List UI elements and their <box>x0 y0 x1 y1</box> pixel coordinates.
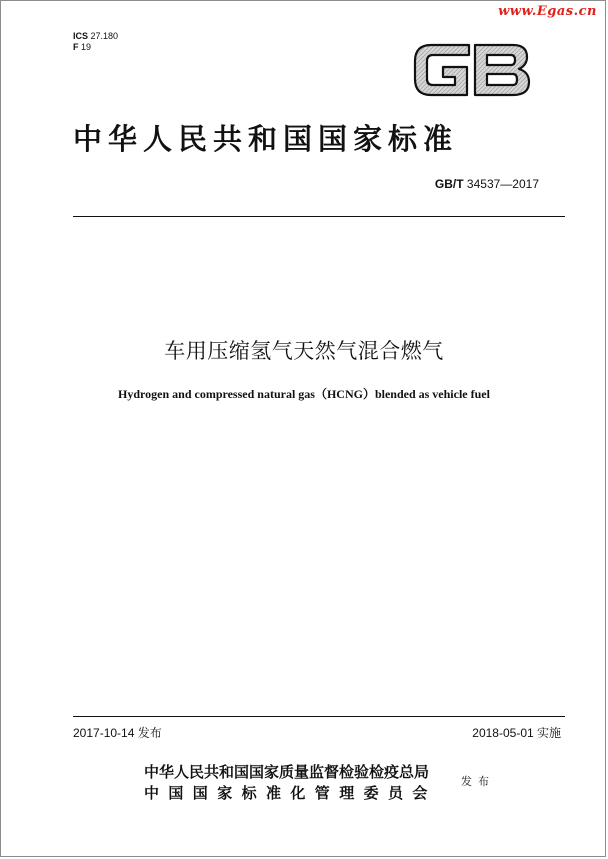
standard-code-prefix: GB/T <box>434 177 464 191</box>
document-title-chinese: 车用压缩氢气天然气混合燃气 <box>164 339 444 363</box>
bottom-divider <box>73 716 565 717</box>
ics-code <box>73 31 118 42</box>
issue-date: 2017-10-14 发布 <box>73 726 162 740</box>
national-standard-title: 中华人民共和国国家标准 <box>73 122 459 156</box>
issuer-aqsiq: 中华人民共和国国家质量监督检验检疫总局 <box>144 763 430 781</box>
gb-logo <box>411 39 533 101</box>
watermark: www.Egas.cn <box>498 4 597 19</box>
classification-codes <box>73 31 118 53</box>
ccs-value: 19 <box>81 42 92 52</box>
ccs-code <box>73 42 118 53</box>
issuing-authorities <box>144 762 437 804</box>
document-title-english: Hydrogen and compressed natural gas（HCNG）blended as vehicle fuel <box>118 387 490 401</box>
standard-code <box>435 177 539 191</box>
publish-label: 发布 <box>461 775 495 788</box>
ccs-label: F <box>73 42 79 52</box>
issuer-sac: 中国国家标准化管理委员会 <box>144 784 437 802</box>
ics-label: ICS <box>73 31 89 41</box>
standard-code-number: 34537—2017 <box>466 177 539 191</box>
top-divider <box>73 216 565 217</box>
ics-value: 27.180 <box>90 31 119 41</box>
effective-date: 2018-05-01 实施 <box>472 726 561 740</box>
